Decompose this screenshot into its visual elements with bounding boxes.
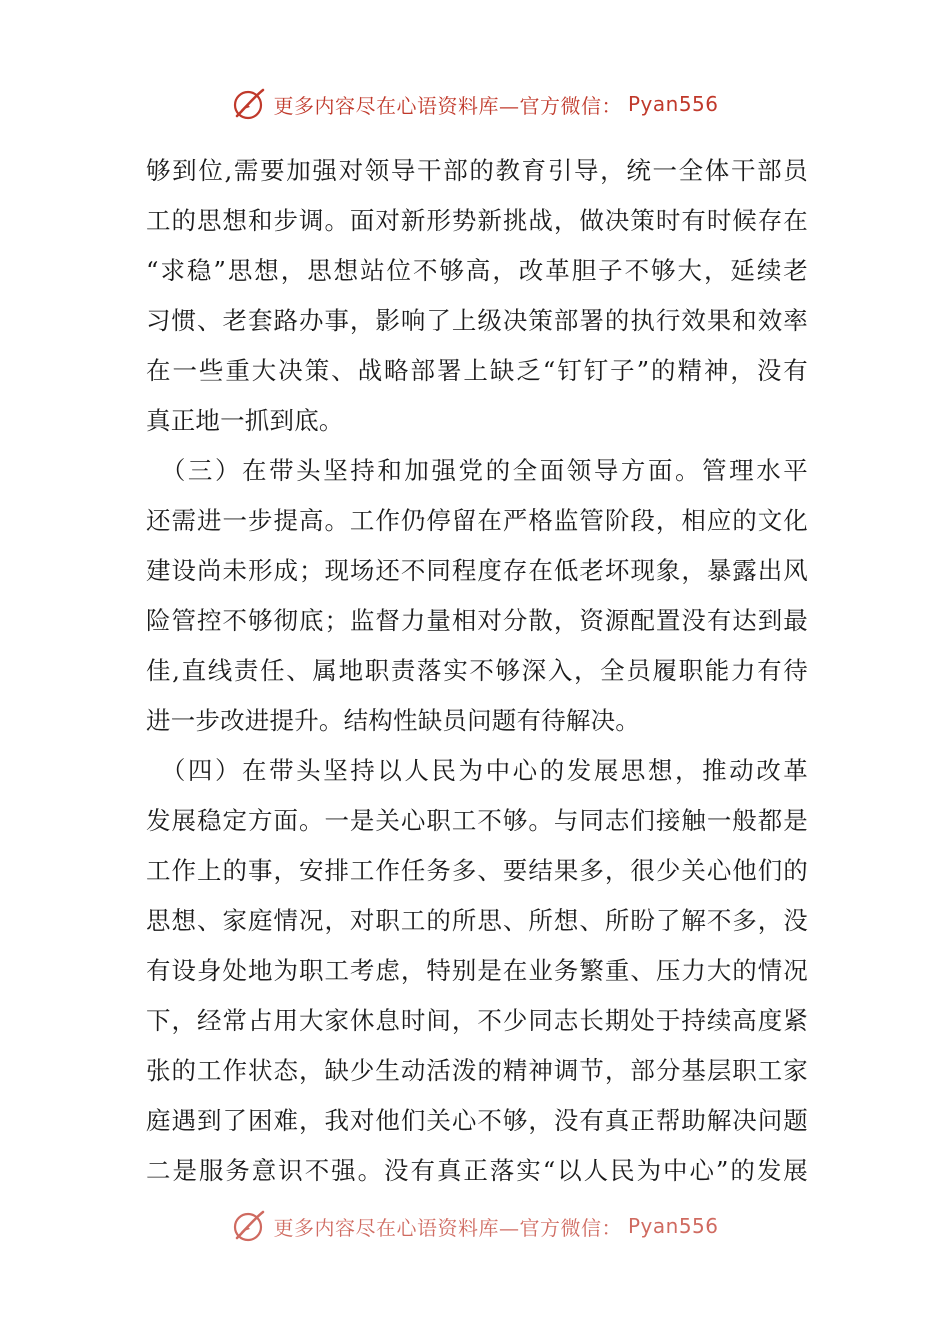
text-line: 险管控不够彻底；监督力量相对分散，资源配置没有达到最 <box>146 606 808 635</box>
paragraph <box>146 146 808 446</box>
footer-watermark <box>0 1208 950 1244</box>
text-line: 张的工作状态，缺少生动活泼的精神调节，部分基层职工家 <box>146 1056 808 1085</box>
text-line: 下，经常占用大家休息时间，不少同志长期处于持续高度紧 <box>146 1006 808 1035</box>
watermark-text: 更多内容尽在心语资料库—官方微信： <box>273 1215 622 1240</box>
text-line: “求稳”思想，思想站位不够高，改革胆子不够大，延续老 <box>146 256 808 285</box>
header-watermark <box>0 86 950 122</box>
paragraph <box>146 746 808 1196</box>
watermark-wechat-id: Pyan556 <box>627 1214 719 1238</box>
text-line: （三）在带头坚持和加强党的全面领导方面。管理水平 <box>146 456 808 485</box>
text-line: 佳,直线责任、属地职责落实不够深入，全员履职能力有待 <box>146 656 808 685</box>
document-body <box>146 146 808 1196</box>
pen-circle-logo-icon <box>231 86 267 122</box>
text-line: 够到位,需要加强对领导干部的教育引导，统一全体干部员 <box>146 156 808 185</box>
text-line: 思想、家庭情况，对职工的所思、所想、所盼了解不多，没 <box>146 906 808 935</box>
text-line: 有设身处地为职工考虑，特别是在业务繁重、压力大的情况 <box>146 956 808 985</box>
text-line: 工作上的事，安排工作任务多、要结果多，很少关心他们的 <box>146 856 808 885</box>
text-line: （四）在带头坚持以人民为中心的发展思想，推动改革 <box>146 756 808 785</box>
text-line: 庭遇到了困难，我对他们关心不够，没有真正帮助解决问题 <box>146 1106 808 1135</box>
text-line: 还需进一步提高。工作仍停留在严格监管阶段，相应的文化 <box>146 506 808 535</box>
text-line: 建设尚未形成；现场还不同程度存在低老坏现象，暴露出风 <box>146 556 808 585</box>
text-line: 真正地一抓到底。 <box>146 406 344 435</box>
text-line: 在一些重大决策、战略部署上缺乏“钉钉子”的精神，没有 <box>146 356 808 385</box>
text-line: 进一步改进提升。结构性缺员问题有待解决。 <box>146 706 640 735</box>
watermark-wechat-id: Pyan556 <box>627 92 719 116</box>
text-line: 二是服务意识不强。没有真正落实“以人民为中心”的发展 <box>146 1156 808 1185</box>
text-line: 工的思想和步调。面对新形势新挑战，做决策时有时候存在 <box>146 206 808 235</box>
text-line: 发展稳定方面。一是关心职工不够。与同志们接触一般都是 <box>146 806 808 835</box>
text-line: 习惯、老套路办事，影响了上级决策部署的执行效果和效率 <box>146 306 808 335</box>
pen-circle-logo-icon <box>231 1208 267 1244</box>
paragraph <box>146 446 808 746</box>
watermark-text: 更多内容尽在心语资料库—官方微信： <box>273 93 622 118</box>
